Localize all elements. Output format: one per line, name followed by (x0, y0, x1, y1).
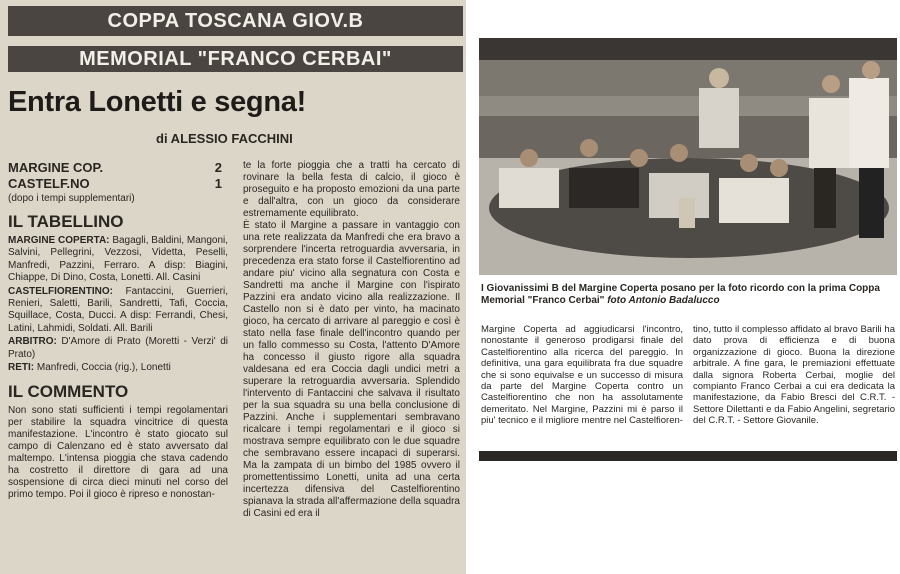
next-article-header-strip (479, 451, 897, 461)
tabellino-heading: IL TABELLINO (8, 212, 124, 231)
commento-paragraph-1: Non sono stati sufficienti i tempi regolamentari per stabilire la squadra vincitrice di questa manifestazione. L'incontro è stato giocato sul campo di Calenzano ed è stato avversato dal maltempo. L'intensa pioggia che stava cadendo ha costretto il direttore di gara ad una sospensione di circa dieci minuti nel corso del primo tempo. Poi il gioco è ripreso e nonostan- (8, 405, 228, 501)
team-1: MARGINE COP. (8, 160, 104, 175)
article-continuation-2: tino, tutto il complesso affidato al bravo Barili ha dato prova di efficienza e di buona organizzazione di gioco. Buona la direzione arbitrale. A fine gara, le premiazioni effettuate dalla signora Roberta Cerbai, moglie del compianto Franco Cerbai a cui era dedicata la manifestazione, da Fabio Bresci del C.R.T. - Settore Dilettanti e da Fabio Angelini, segretario del C.R.T. - Settore Giovanile. (693, 324, 895, 427)
score-2: 1 (214, 176, 222, 191)
byline: di ALESSIO FACCHINI (156, 131, 293, 146)
memorial-banner: MEMORIAL "FRANCO CERBAI" (8, 46, 463, 72)
arbitro-label: ARBITRO: (8, 336, 57, 348)
castello-label: CASTELFIORENTINO: (8, 285, 113, 297)
caption-credit: foto Antonio Badalucco (607, 295, 720, 306)
castello-lineup (8, 286, 228, 336)
score-1: 2 (214, 160, 222, 175)
margine-label: MARGINE COPERTA: (8, 235, 110, 246)
reti-line (8, 362, 228, 374)
competition-banner: COPPA TOSCANA GIOV.B (8, 6, 463, 36)
score-row-1 (8, 160, 228, 176)
commento-paragraph-3: È stato il Margine a passare in vantaggio con una rete realizzata da Manfredi che era bravo a sorprendere l'incerta retroguardia avversaria, in precedenza era stato forse il Castelfiorentino ad andare piu' vicino alla segnatura con Costa e Sandretti ma anche il Margine con l'ispirato Pazzini era andato vicino alla realizzazione. Il Castello non si è dato per vinto, ha macinato gioco, ha cercato di arrivare al pareggio e così è stato nella fase finale dell'incontro quando per un fallo commesso su Costa, l'attento D'Amore ha concesso il giusto rigore alla squadra valdesana ed era Coccia dagli undici metri a superare la retroguardia avversaria. Splendido l'intervento di Fantaccini che salvava il risultato per la sua squadra su una bella conclusione di Pazzini. Anche i supplementari sembravano ricalcare i tempi regolamentari e il gioco si mostrava sempre equilibrato con le due squadre che sembravano essere incapaci di superarsi. Ma la zampata di un bimbo del 1985 ovvero il promettentissimo Lonetti, unita ad una certa incertezza difensiva del Castelfiorentino spianava la strada all'affermazione della squadra di Casini ed era il (243, 220, 460, 519)
arbitro-text: D'Amore di Prato (Moretti - Verzi' di Prato) (8, 336, 228, 360)
commento-heading: IL COMMENTO (8, 382, 129, 402)
team-2: CASTELF.NO (8, 176, 90, 191)
team-photo (479, 38, 897, 275)
margine-players: Bagagli, Baldini, Mangoni, Salvini, Pellegrini, Vezzosi, Videtta, Peselli, Manfredi, Pazzini, Ferraro. A disp: Biagini, Chiappe, Di Dino, Costa, Lonetti. All. Casini (8, 235, 229, 284)
photo-caption (481, 283, 895, 307)
castello-players: Fantaccini, Guerrieri, Renieri, Saletti, Barili, Sandretti, Tafi, Coccia, Squillace, Costa, Ducci. A disp: Ferrandi, Chesi, Latini, Lahmidi, Soldati. All. Barili (8, 285, 228, 334)
commento-paragraph-2: te la forte pioggia che a tratti ha cercato di rovinare la bella festa di calcio, il gioco è proseguito e ha proposto emozioni da una parte e dall'altra, con un gioco da considerare estremamente equilibrato. (243, 160, 460, 219)
margine-lineup (8, 235, 228, 285)
headline: Entra Lonetti e segna! (8, 86, 306, 118)
reti-label: RETI: (8, 362, 35, 374)
right-column (243, 160, 460, 520)
team-photo-image (479, 38, 897, 275)
article-continuation-1: Margine Coperta ad aggiudicarsi l'incontro, nonostante il generoso prodigarsi finale del Castelfiorentino alla ricerca del pareggio. In definitiva, una gara equilibrata fra due squadre che si sono equivalse e un successo di misura da parte del Margine Coperta contro un Castelfiorentino che non ha assolutamente demeritato. Nel Margine, Pazzini mi è parso il piu' tecnico e il migliore mentre nel Castelfioren- (481, 324, 683, 427)
reti-text: Manfredi, Coccia (rig.), Lonetti (36, 362, 171, 374)
left-column (8, 160, 228, 501)
score-row-2 (8, 176, 228, 192)
result-note: (dopo i tempi supplementari) (8, 193, 135, 204)
arbitro-line (8, 336, 228, 361)
caption-text: I Giovanissimi B del Margine Coperta posano per la foto ricordo con la prima Coppa Memorial "Franco Cerbai" (481, 283, 880, 306)
